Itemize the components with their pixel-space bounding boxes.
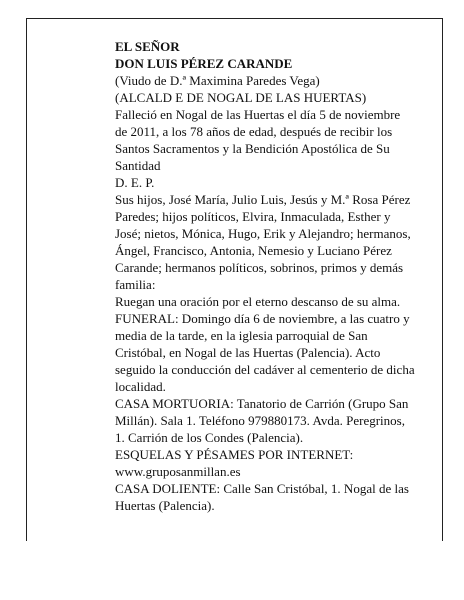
mourning-house-paragraph: CASA DOLIENTE: Calle San Cristóbal, 1. Nogal de las Huertas (Palencia). xyxy=(115,481,409,513)
role-line: (ALCALD E DE NOGAL DE LAS HUERTAS) xyxy=(115,90,367,105)
prayer-line: Ruegan una oración por el eterno descanso de su alma. xyxy=(115,294,401,309)
obituary-text xyxy=(115,38,415,514)
internet-paragraph: ESQUELAS Y PÉSAMES POR INTERNET: www.gruposanmillan.es xyxy=(115,447,354,479)
mortuary-paragraph: CASA MORTUORIA: Tanatorio de Carrión (Grupo San Millán). Sala 1. Teléfono 979880173. Avda. Peregrinos, 1. Carrión de los Condes (Palencia). xyxy=(115,396,409,445)
deceased-name: DON LUIS PÉREZ CARANDE xyxy=(115,56,293,71)
death-paragraph: Falleció en Nogal de las Huertas el día 5 de noviembre de 2011, a los 78 años de edad, después de recibir los Santos Sacramentos y la Bendición Apostólica de Su Santidad xyxy=(115,107,401,173)
funeral-paragraph: FUNERAL: Domingo día 6 de noviembre, a las cuatro y media de la tarde, en la iglesia parroquial de San Cristóbal, en Nogal de las Huertas (Palencia). Acto seguido la conducción del cadáver al cementerio de dicha localidad. xyxy=(115,311,415,394)
widower-line: (Viudo de D.ª Maximina Paredes Vega) xyxy=(115,73,320,88)
heading-line-1: EL SEÑOR xyxy=(115,39,180,54)
dep-line: D. E. P. xyxy=(115,175,155,190)
family-paragraph: Sus hijos, José María, Julio Luis, Jesús y M.ª Rosa Pérez Paredes; hijos políticos, Elvira, Inmaculada, Esther y José; nietos, Mónica, Hugo, Erik y Alejandro; hermanos, Ángel, Francisco, Antonia, Nemesio y Luciano Pérez Carande; hermanos políticos, sobrinos, primos y demás familia: xyxy=(115,192,411,292)
